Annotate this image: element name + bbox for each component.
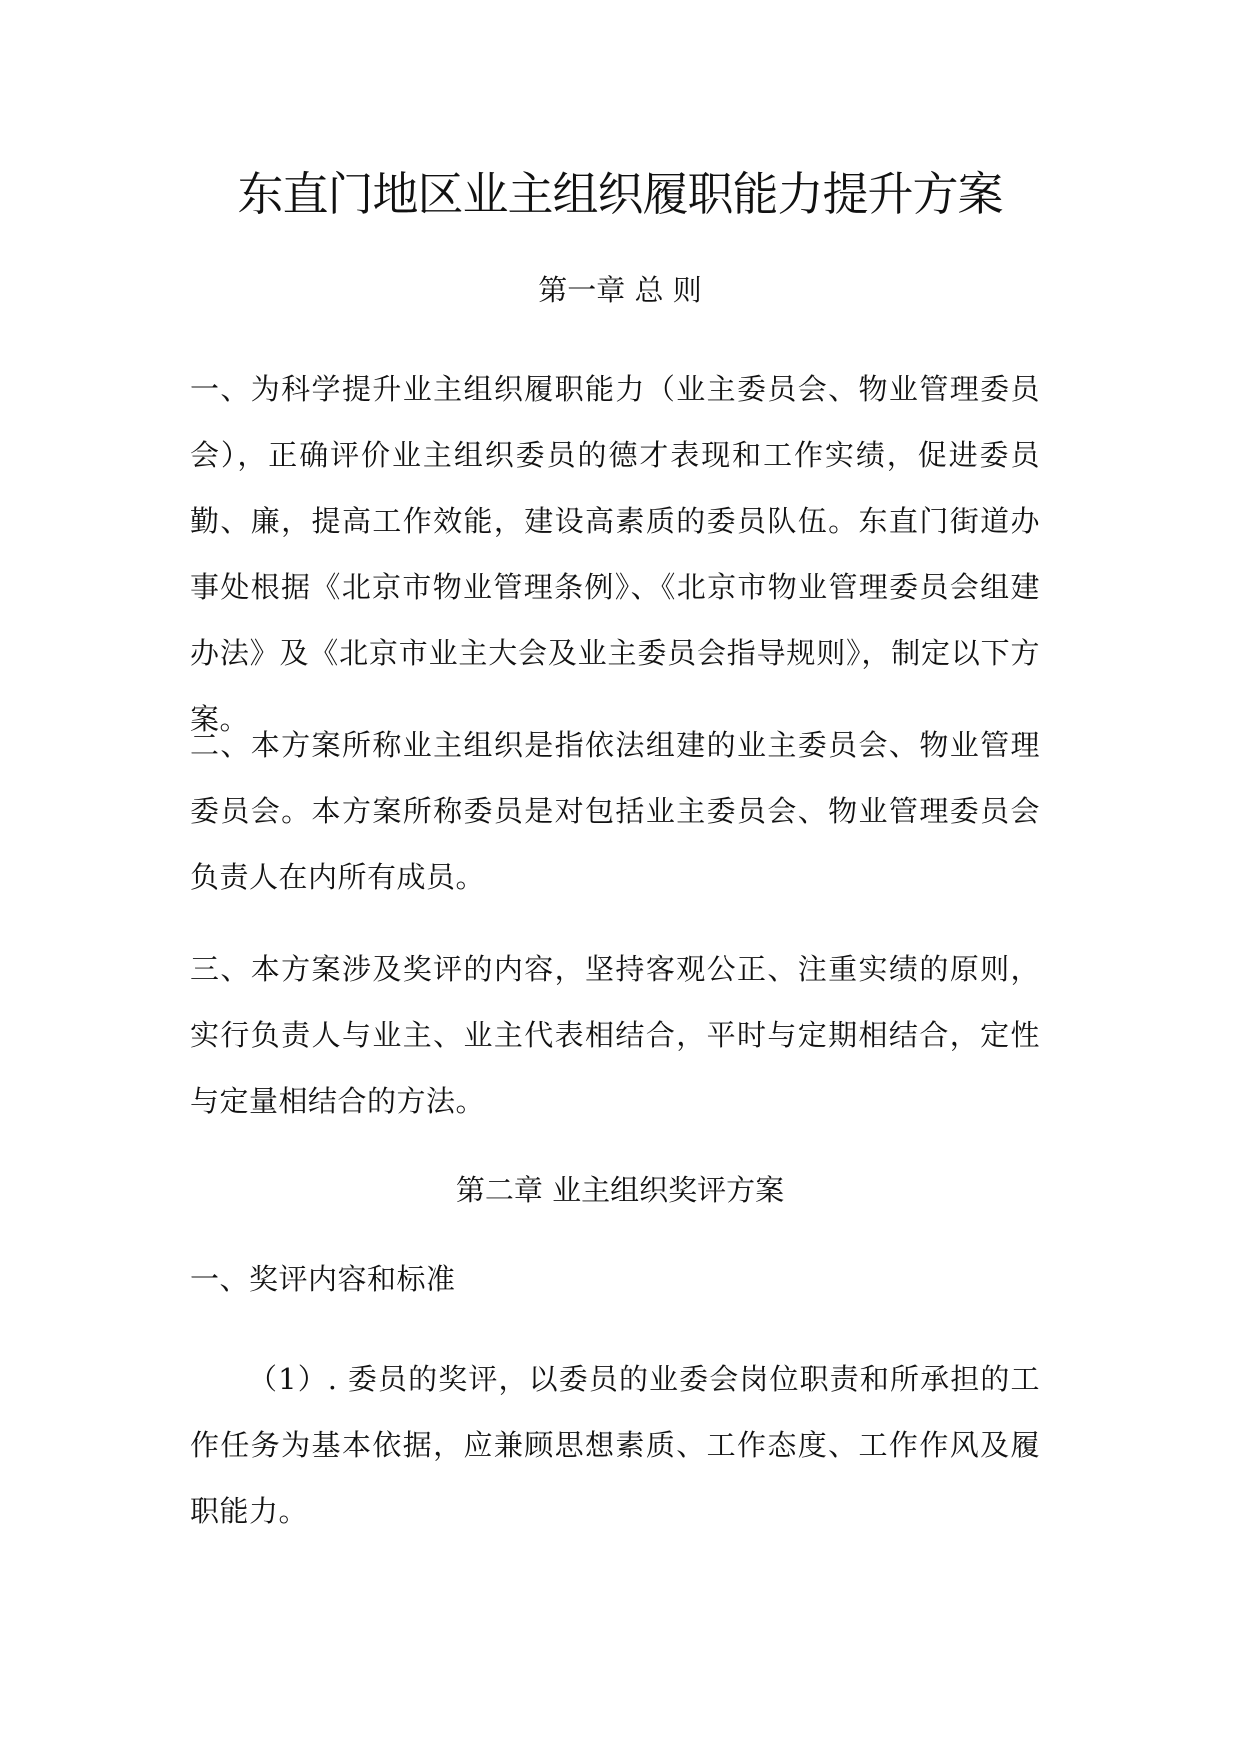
chapter-1-paragraph-1: 一、为科学提升业主组织履职能力（业主委员会、物业管理委员会），正确评价业主组织委员的德才表现和工作实绩，促进委员勤、廉，提高工作效能，建设高素质的委员队伍。东直门街道办事处根据《北京市物业管理条例》、《北京市物业管理委员会组建办法》及《北京市业主大会及业主委员会指导规则》，制定以下方案。 [190, 372, 1040, 736]
chapter-2-heading: 第二章 业主组织奖评方案 [455, 1173, 785, 1207]
chapter-1-paragraph-2: 二、本方案所称业主组织是指依法组建的业主委员会、物业管理委员会。本方案所称委员是对包括业主委员会、物业管理委员会负责人在内所有成员。 [190, 728, 1040, 894]
chapter-1-paragraph-3: 三、本方案涉及奖评的内容，坚持客观公正、注重实绩的原则，实行负责人与业主、业主代表相结合，平时与定期相结合，定性与定量相结合的方法。 [190, 952, 1040, 1118]
chapter-1-heading: 第一章 总 则 [538, 273, 702, 307]
document-title: 东直门地区业主组织履职能力提升方案 [237, 167, 1003, 221]
section-1-item-1: （1）. 委员的奖评，以委员的业委会岗位职责和所承担的工作任务为基本依据，应兼顾思想素质、工作态度、工作作风及履职能力。 [190, 1362, 1040, 1528]
section-1-heading: 一、奖评内容和标准 [190, 1262, 456, 1296]
